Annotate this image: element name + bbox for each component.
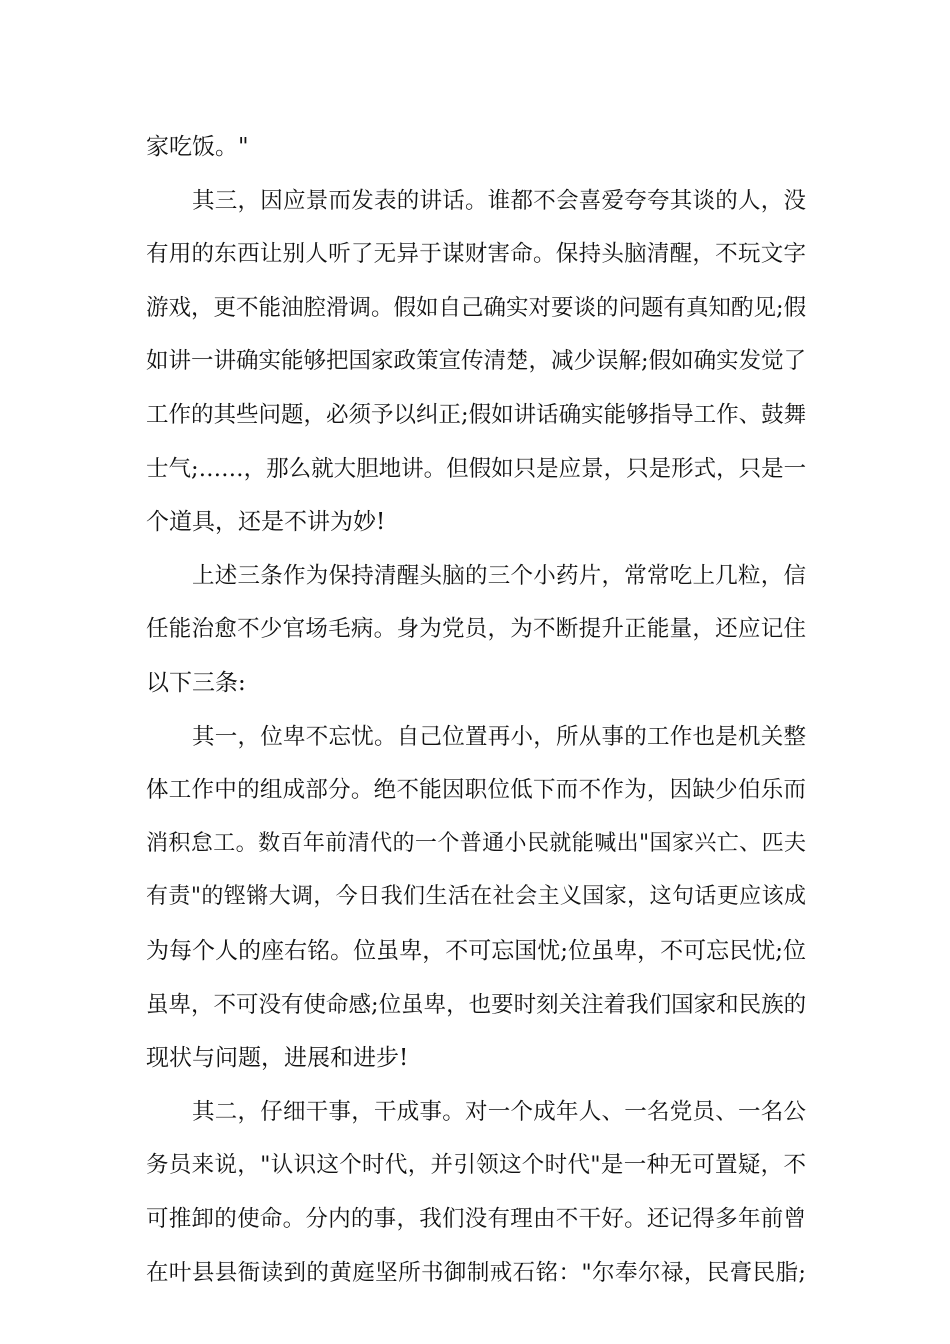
text-line: 以下三条: [146,670,246,696]
paragraph-start-line: 其三，因应景而发表的讲话。谁都不会喜爱夸夸其谈的人，没 [192,188,806,214]
text-line: 体工作中的组成部分。绝不能因职位低下而不作为，因缺少伯乐而 [146,777,806,803]
text-line: 个道具，还是不讲为妙! [146,509,386,535]
paragraph-start-line: 其一，位卑不忘忧。自己位置再小，所从事的工作也是机关整 [192,724,806,750]
text-line: 有责"的铿锵大调，今日我们生活在社会主义国家，这句话更应该成 [146,884,806,909]
text-line: 游戏，更不能油腔滑调。假如自己确实对要谈的问题有真知酌见;假 [146,295,807,321]
text-line: 虽卑，不可没有使命感;位虽卑，也要时刻关注着我们国家和民族的 [146,992,807,1018]
text-line: 消积怠工。数百年前清代的一个普通小民就能喊出"国家兴亡、匹夫 [146,831,806,856]
text-line: 工作的其些问题，必须予以纠正;假如讲话确实能够指导工作、鼓舞 [146,402,807,428]
text-line: 如讲一讲确实能够把国家政策宣传清楚，减少误解;假如确实发觉了 [146,348,807,374]
paragraph-start-line: 其二，仔细干事，干成事。对一个成年人、一名党员、一名公 [192,1099,806,1125]
text-line: 士气;……，那么就大胆地讲。但假如只是应景，只是形式，只是一 [146,456,807,482]
text-line: 为每个人的座右铭。位虽卑，不可忘国忧;位虽卑，不可忘民忧;位 [146,938,806,964]
text-line: 家吃饭。" [146,134,249,160]
text-line: 可推卸的使命。分内的事，我们没有理由不干好。还记得多年前曾 [146,1206,806,1232]
text-line: 在叶县县衙读到的黄庭坚所书御制戒石铭："尔奉尔禄，民膏民脂; [146,1260,806,1286]
text-line: 任能治愈不少官场毛病。身为党员，为不断提升正能量，还应记住 [146,616,806,642]
paragraph-start-line: 上述三条作为保持清醒头脑的三个小药片，常常吃上几粒，信 [192,563,806,589]
text-line: 现状与问题，进展和进步! [146,1045,409,1071]
text-line: 务员来说，"认识这个时代，并引领这个时代"是一种无可置疑，不 [146,1152,806,1178]
text-line: 有用的东西让别人听了无异于谋财害命。保持头脑清醒，不玩文字 [146,241,806,267]
